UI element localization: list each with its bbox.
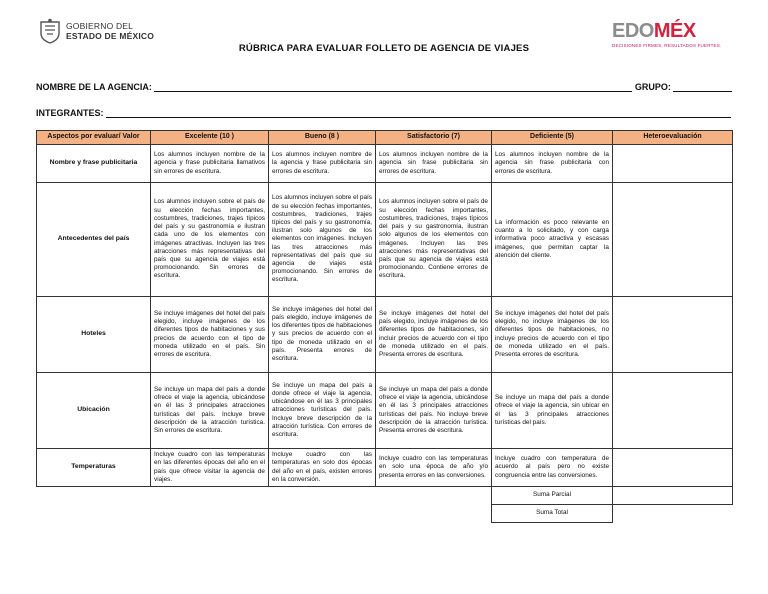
header-satisfactorio: Satisfactorio (7) xyxy=(376,131,492,145)
total-sum-label: Suma Total xyxy=(492,505,613,523)
group-label: GRUPO: xyxy=(634,82,671,92)
deficiente-cell: Incluye cuadro con temperatura de acuerdo al país pero no existe congruencia entre las conversiones. xyxy=(492,449,613,487)
total-sum-cell[interactable] xyxy=(613,505,733,523)
aspect-cell: Nombre y frase publicitaria xyxy=(37,145,151,183)
partial-sum-label: Suma Parcial xyxy=(492,487,613,505)
deficiente-cell: Los alumnos incluyen nombre de la agencia sin frase publicitaria con errores de escritura. xyxy=(492,145,613,183)
deficiente-cell: Se incluye un mapa del país a donde ofrece el viaje la agencia, sin ubicar en él las 3 principales atracciones turísticas del país. xyxy=(492,373,613,449)
satisfactorio-cell: Los alumnos incluyen sobre el país de su elección fechas importantes, costumbres, tradiciones, trajes típicos del país y su gastronomía, ilustran solo algunos de los elementos con imágenes. Incluyen las tres atracciones más representativas del país que su agencia de viajes está promocionando. Contiene errores de escritura. xyxy=(376,183,492,297)
header-deficiente: Deficiente (5) xyxy=(492,131,613,145)
gov-logo xyxy=(38,18,154,44)
bueno-cell: Incluye cuadro con las temperaturas en solo dos épocas del año en el país, existen errores en la conversión. xyxy=(269,449,376,487)
deficiente-cell: La información es poco relevante en cuanto a lo solicitado, y con carga informativa poco atractiva y escasas imágenes, que permitan captar la atención del cliente. xyxy=(492,183,613,297)
excelente-cell: Incluye cuadro con las temperaturas en las diferentes épocas del año en el país que ofrece visitar la agencia de viajes. xyxy=(151,449,269,487)
aspect-cell: Hoteles xyxy=(37,297,151,373)
heteroevaluacion-cell[interactable] xyxy=(613,183,733,297)
partial-sum-cell[interactable] xyxy=(613,487,733,505)
aspect-cell: Temperaturas xyxy=(37,449,151,487)
gov-logo-line2: ESTADO DE MÉXICO xyxy=(66,31,155,41)
satisfactorio-cell: Se incluye imágenes del hotel del país elegido, incluye imágenes de los diferentes tipos de habitaciones, sin incluir precios de acuerdo con el tipo de moneda utilizado en el país. Presenta errores de escritura. xyxy=(376,297,492,373)
table-row xyxy=(37,145,733,183)
deficiente-cell: Se incluye imágenes del hotel del país elegido, no incluye imágenes de los diferentes tipos de habitaciones, no incluye precios de acuerdo con el tipo de moneda utilizado en el país. Presenta errores de escritura. xyxy=(492,297,613,373)
heteroevaluacion-cell[interactable] xyxy=(613,449,733,487)
excelente-cell: Los alumnos incluyen sobre el país de su elección fechas importantes, costumbres, tradiciones, trajes típicos del país y su gastronomía e ilustran cada uno de los elementos con imágenes atractivas. Incluyen las tres atracciones más representativas del país que su agencia de viajes está promocionando. Sin errores de escritura. xyxy=(151,183,269,297)
group-line[interactable] xyxy=(673,82,732,92)
satisfactorio-cell: Se incluye un mapa del país a donde ofrece el viaje la agencia, ubicándose en él las 3 principales atracciones turísticas del país. No incluye breve descripción de la atracción turística. Presenta errores de escritura. xyxy=(376,373,492,449)
aspect-cell: Antecedentes del país xyxy=(37,183,151,297)
bueno-cell: Se incluye imágenes del hotel del país elegido, incluye imágenes de los diferentes tipos de habitaciones y sus precios de acuerdo con el tipo de moneda utilizado en el país. Presenta errores de escritura. xyxy=(269,297,376,373)
gov-logo-line1: GOBIERNO DEL xyxy=(66,21,134,31)
satisfactorio-cell: Incluye cuadro con las temperaturas en solo una época de año y/o presenta errores en las conversiones. xyxy=(376,449,492,487)
header-heteroevaluacion: Heteroevaluación xyxy=(613,131,733,145)
excelente-cell: Se incluye un mapa del país a donde ofrece el viaje la agencia, ubicándose en él las 3 principales atracciones turísticas del país. Incluye breve descripción de la atracción turística. Sin errores de escritura. xyxy=(151,373,269,449)
table-header-row xyxy=(37,131,733,145)
agency-label: NOMBRE DE LA AGENCIA: xyxy=(36,82,152,92)
members-label: INTEGRANTES: xyxy=(36,108,104,118)
table-row xyxy=(37,183,733,297)
summary-row-partial xyxy=(37,487,733,505)
edomex-wordmark-prefix: EDO xyxy=(612,20,654,42)
heteroevaluacion-cell[interactable] xyxy=(613,373,733,449)
table-row xyxy=(37,449,733,487)
satisfactorio-cell: Los alumnos incluyen nombre de la agencia sin frase publicitaria sin errores de escritura. xyxy=(376,145,492,183)
members-line[interactable] xyxy=(106,108,731,118)
edomex-wordmark xyxy=(612,20,734,42)
members-field-row xyxy=(36,108,732,118)
state-seal-icon xyxy=(38,18,62,44)
aspect-cell: Ubicación xyxy=(37,373,151,449)
summary-row-total xyxy=(37,505,733,523)
bueno-cell: Los alumnos incluyen sobre el país de su elección fechas importantes, costumbres, tradiciones, trajes típicos del país y su gastronomía, ilustran solo algunos de los elementos con imágenes. Incluyen las tres atracciones más representativas del país que su agencia de viajes está promocionando. Sin errores de escritura. xyxy=(269,183,376,297)
excelente-cell: Los alumnos incluyen nombre de la agencia y frase publicitaria llamativos sin errores de escritura. xyxy=(151,145,269,183)
table-row xyxy=(37,297,733,373)
edomex-wordmark-accent: MÉX xyxy=(653,20,696,42)
table-row xyxy=(37,373,733,449)
gov-logo-text xyxy=(66,21,154,41)
header-excelente: Excelente (10 ) xyxy=(151,131,269,145)
rubric-table xyxy=(36,130,733,523)
header-bueno: Bueno (8 ) xyxy=(269,131,376,145)
agency-name-line[interactable] xyxy=(154,82,632,92)
bueno-cell: Los alumnos incluyen nombre de la agencia y frase publicitaria sin errores de escritura. xyxy=(269,145,376,183)
edomex-tagline: DECISIONES FIRMES, RESULTADOS FUERTES. xyxy=(612,43,722,48)
document-header xyxy=(0,0,768,70)
excelente-cell: Se incluye imágenes del hotel del país elegido, incluye imágenes de los diferentes tipos de habitaciones y sus precios de acuerdo con el tipo de moneda utilizado en el país. Sin errores de escritura. xyxy=(151,297,269,373)
bueno-cell: Se incluye un mapa del país a donde ofrece el viaje la agencia, ubicándose en él las 3 principales atracciones turísticas del país. Incluye breve descripción de la atracción turística. Con errores de escritura. xyxy=(269,373,376,449)
header-aspect: Aspectos por evaluar/ Valor xyxy=(37,131,151,145)
heteroevaluacion-cell[interactable] xyxy=(613,297,733,373)
agency-field-row xyxy=(36,82,732,92)
document-title: RÚBRICA PARA EVALUAR FOLLETO DE AGENCIA DE VIAJES xyxy=(238,43,530,54)
heteroevaluacion-cell[interactable] xyxy=(613,145,733,183)
